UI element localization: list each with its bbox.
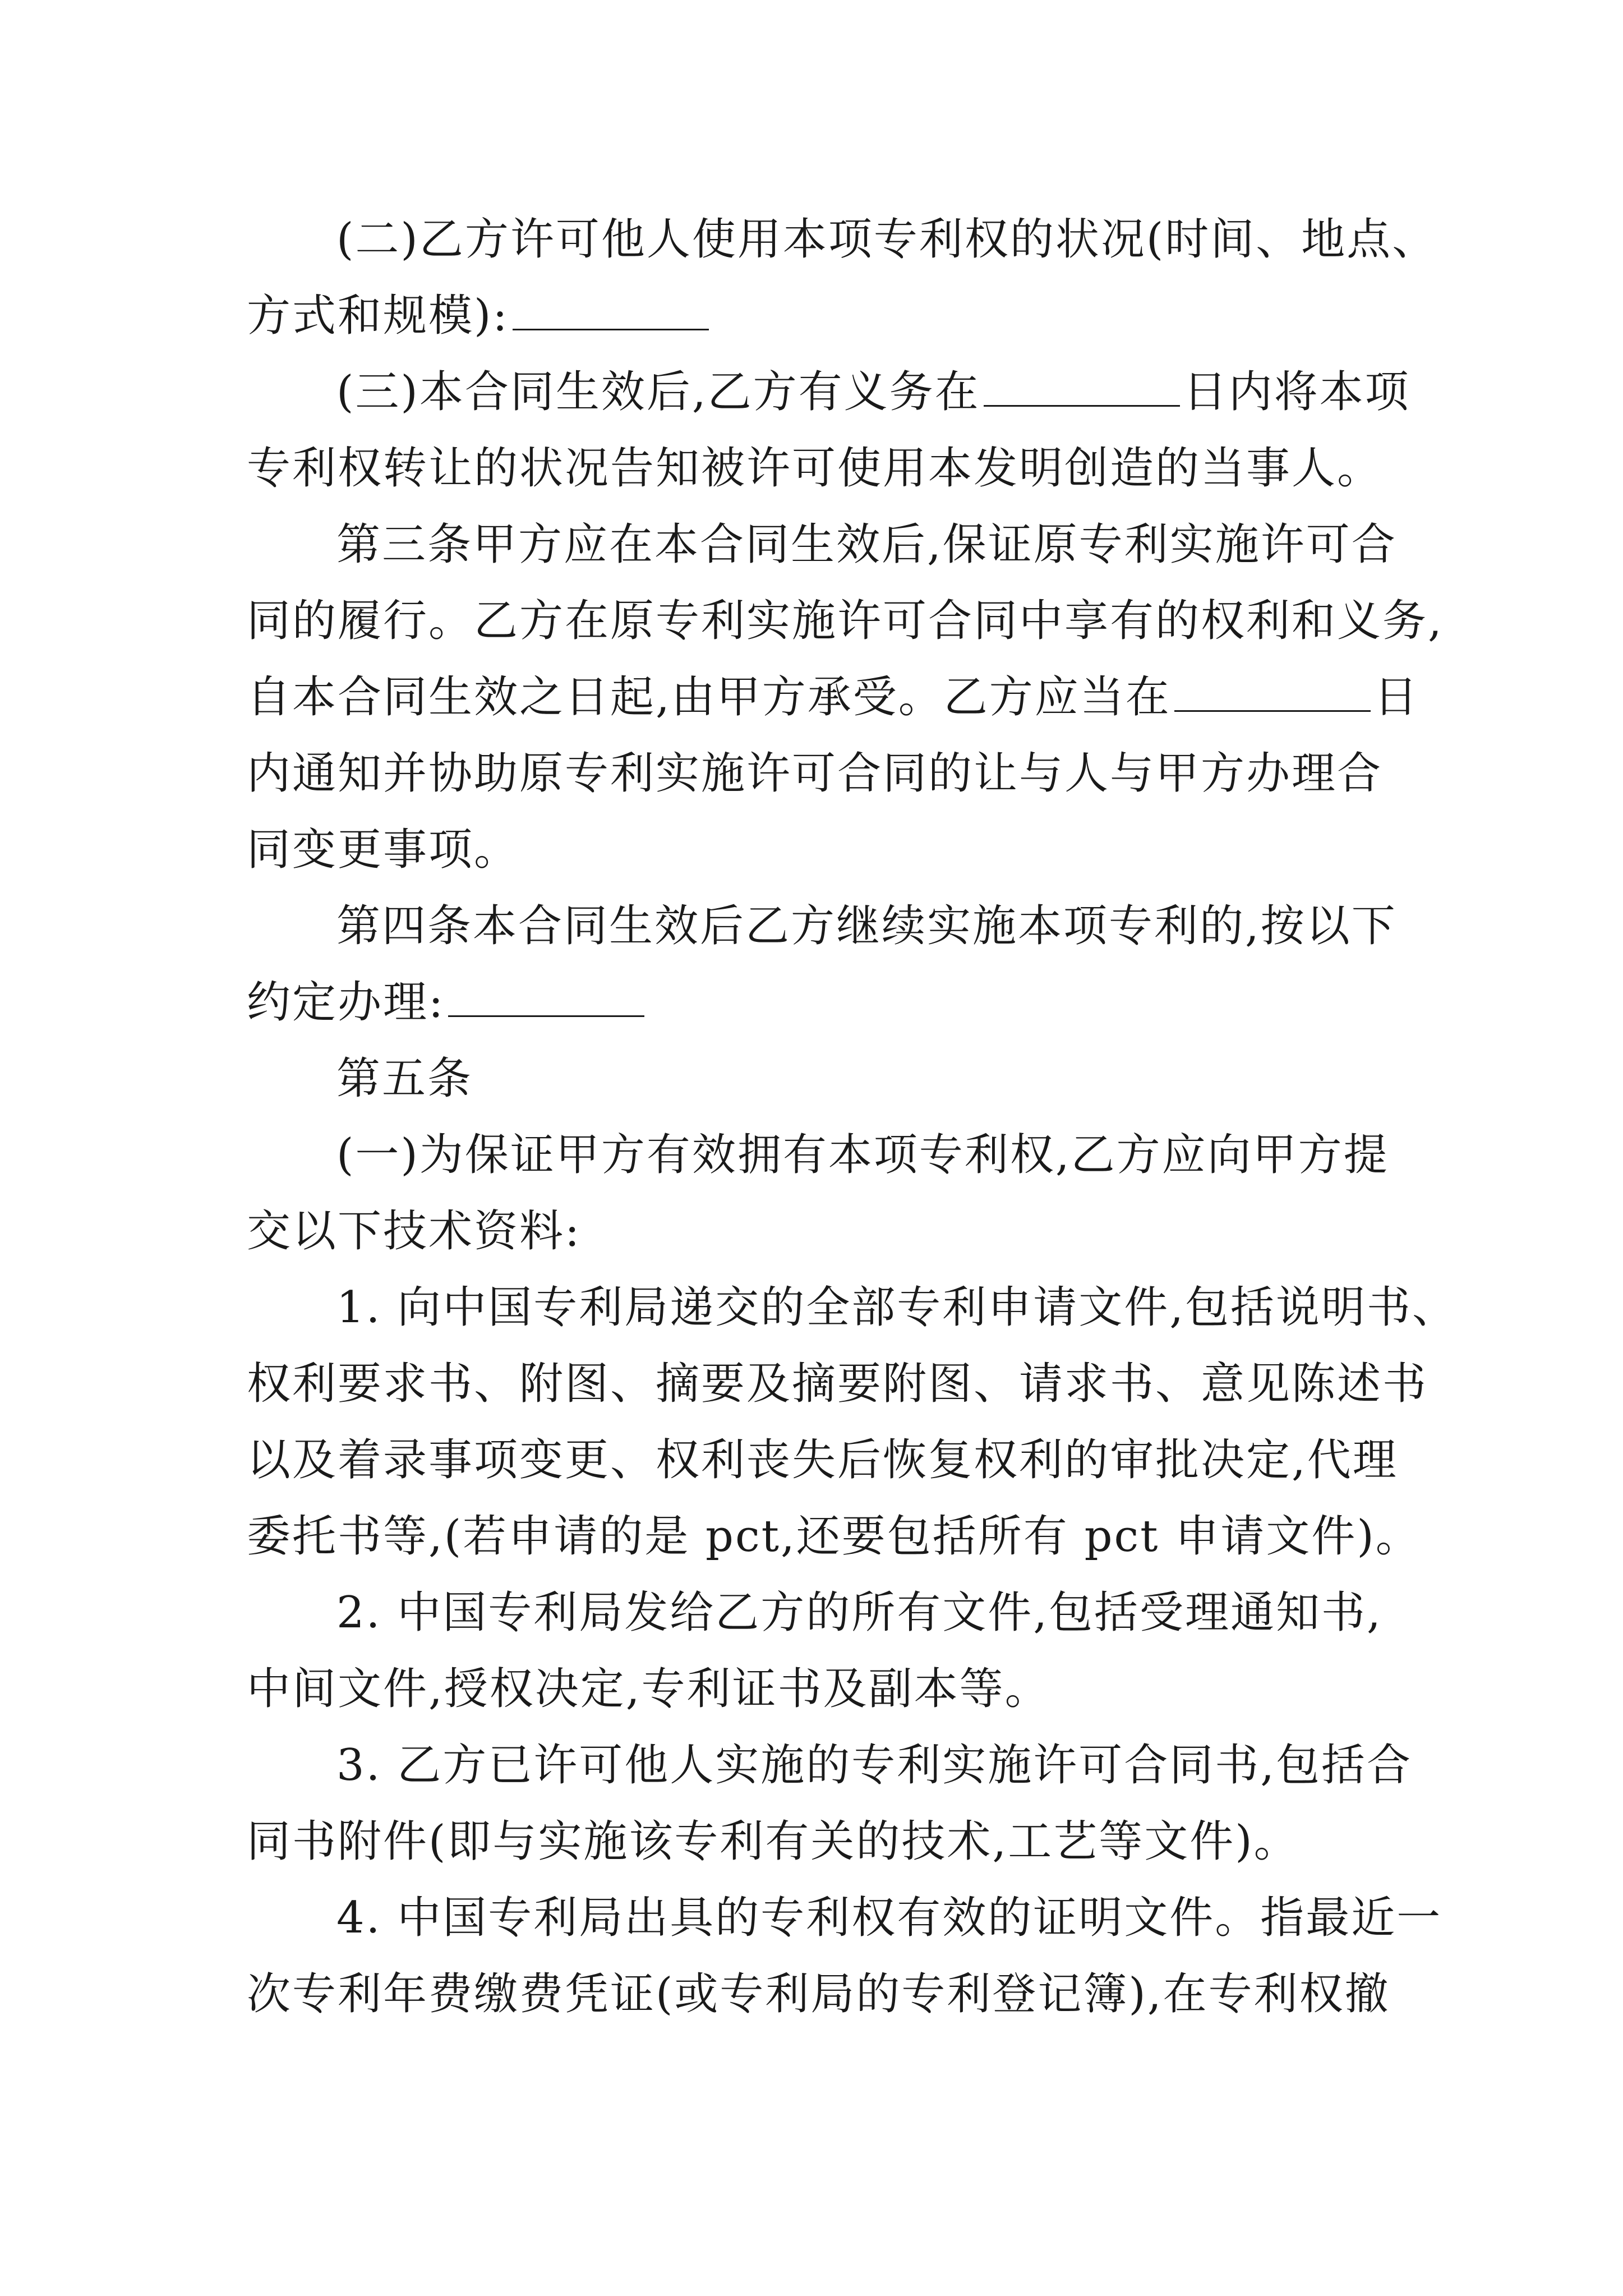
text-line: (三)本合同生效后,乙方有义务在 日内将本项 (336, 367, 1410, 417)
article-heading: 第五条 (336, 1053, 473, 1104)
text-line: 4. 中国专利局出具的专利权有效的证明文件。指最近一 (336, 1893, 1442, 1943)
text-line: 同变更事项。 (247, 825, 520, 875)
text-line: 2. 中国专利局发给乙方的所有文件,包括受理通知书, (336, 1588, 1382, 1638)
fill-in-blank[interactable] (1174, 671, 1371, 712)
text-line: (二)乙方许可他人使用本项专利权的状况(时间、地点、 (336, 214, 1438, 265)
text-line: 专利权转让的状况告知被许可使用本发明创造的当事人。 (247, 443, 1383, 494)
text-line: 权利要求书、附图、摘要及摘要附图、请求书、意见陈述书 (247, 1359, 1428, 1409)
text-line: 3. 乙方已许可他人实施的专利实施许可合同书,包括合 (336, 1740, 1413, 1791)
text-line: 委托书等,(若申请的是 pct,还要包括所有 pct 申请文件)。 (247, 1511, 1421, 1562)
text-line: 次专利年费缴费凭证(或专利局的专利登记簿),在专利权撤 (247, 1969, 1390, 2019)
text-line: 中间文件,授权决定,专利证书及副本等。 (247, 1664, 1050, 1714)
text-line: 约定办理: (247, 966, 648, 1039)
fill-in-blank[interactable] (984, 366, 1180, 407)
fill-in-blank[interactable] (448, 976, 644, 1017)
text-line: 第四条本合同生效后乙方继续实施本项专利的,按以下 (336, 901, 1397, 951)
text-line: 内通知并协助原专利实施许可合同的让与人与甲方办理合 (247, 748, 1383, 799)
text-line: 方式和规模): (247, 279, 712, 352)
text-line: 第三条甲方应在本合同生效后,保证原专利实施许可合 (336, 519, 1397, 570)
text-line: 1. 向中国专利局递交的全部专利申请文件,包括说明书、 (336, 1282, 1458, 1333)
text-line: 自本合同生效之日起,由甲方承受。乙方应当在 日 (247, 672, 1419, 723)
text-line: 交以下技术资料: (247, 1206, 582, 1257)
text-line: (一)为保证甲方有效拥有本项专利权,乙方应向甲方提 (336, 1130, 1389, 1180)
text-line: 以及着录事项变更、权利丧失后恢复权利的审批决定,代理 (247, 1435, 1398, 1485)
fill-in-blank[interactable] (513, 289, 709, 330)
text-line: 同书附件(即与实施该专利有关的技术,工艺等文件)。 (247, 1816, 1299, 1867)
text-line: 同的履行。乙方在原专利实施许可合同中享有的权利和义务, (247, 596, 1444, 646)
